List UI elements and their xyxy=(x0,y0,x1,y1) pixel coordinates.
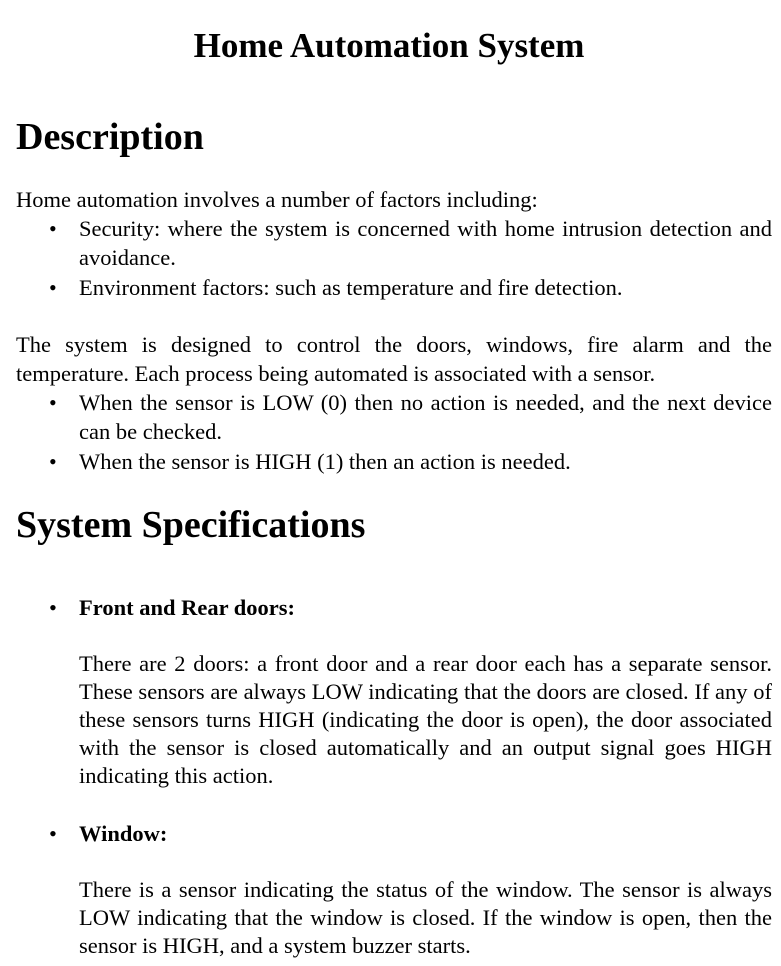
list-item xyxy=(16,389,772,446)
list-item xyxy=(16,215,772,272)
description-heading: Description xyxy=(16,116,204,158)
list-item xyxy=(16,274,772,303)
list-item xyxy=(16,448,772,477)
description-intro: Home automation involves a number of factors including: xyxy=(16,187,538,212)
spec-doors-heading xyxy=(16,594,772,623)
bullet-icon: • xyxy=(49,821,57,846)
spec-window-name: Window: xyxy=(79,821,168,846)
document-title: Home Automation System xyxy=(193,26,585,65)
spec-window-heading xyxy=(16,820,772,849)
spec-item-doors xyxy=(16,594,772,791)
spec-doors-text: There are 2 doors: a front door and a rear door each has a separate sensor. These sensors are always LOW indicating that the doors are closed. If any of these sensors turns HIGH (indicating the door is open), the door associated with the sensor is closed automatically and an output signal goes HIGH indicating this action. xyxy=(79,650,772,789)
sensor-state-high: When the sensor is HIGH (1) then an action is needed. xyxy=(79,448,571,474)
factors-list xyxy=(16,215,772,304)
bullet-icon: • xyxy=(49,448,57,474)
description-paragraph: The system is designed to control the doors, windows, fire alarm and the temperature. Each process being automated is associated with a sensor. xyxy=(16,332,772,386)
sensor-state-low: When the sensor is LOW (0) then no action is needed, and the next device can be checked. xyxy=(79,390,772,444)
bullet-icon: • xyxy=(49,390,57,415)
spec-item-window xyxy=(16,820,772,960)
specifications-heading: System Specifications xyxy=(16,504,366,546)
bullet-icon: • xyxy=(49,595,57,620)
sensor-states-list xyxy=(16,389,772,478)
spec-window-text: There is a sensor indicating the status of the window. The sensor is always LOW indicating that the window is closed. If the window is open, then the sensor is HIGH, and a system buzzer starts. xyxy=(79,876,772,958)
spec-doors-name: Front and Rear doors: xyxy=(79,595,296,620)
bullet-icon: • xyxy=(49,216,57,241)
factor-security: Security: where the system is concerned with home intrusion detection and avoidance. xyxy=(79,216,772,270)
factor-environment: Environment factors: such as temperature and fire detection. xyxy=(79,274,623,300)
bullet-icon: • xyxy=(49,274,57,300)
